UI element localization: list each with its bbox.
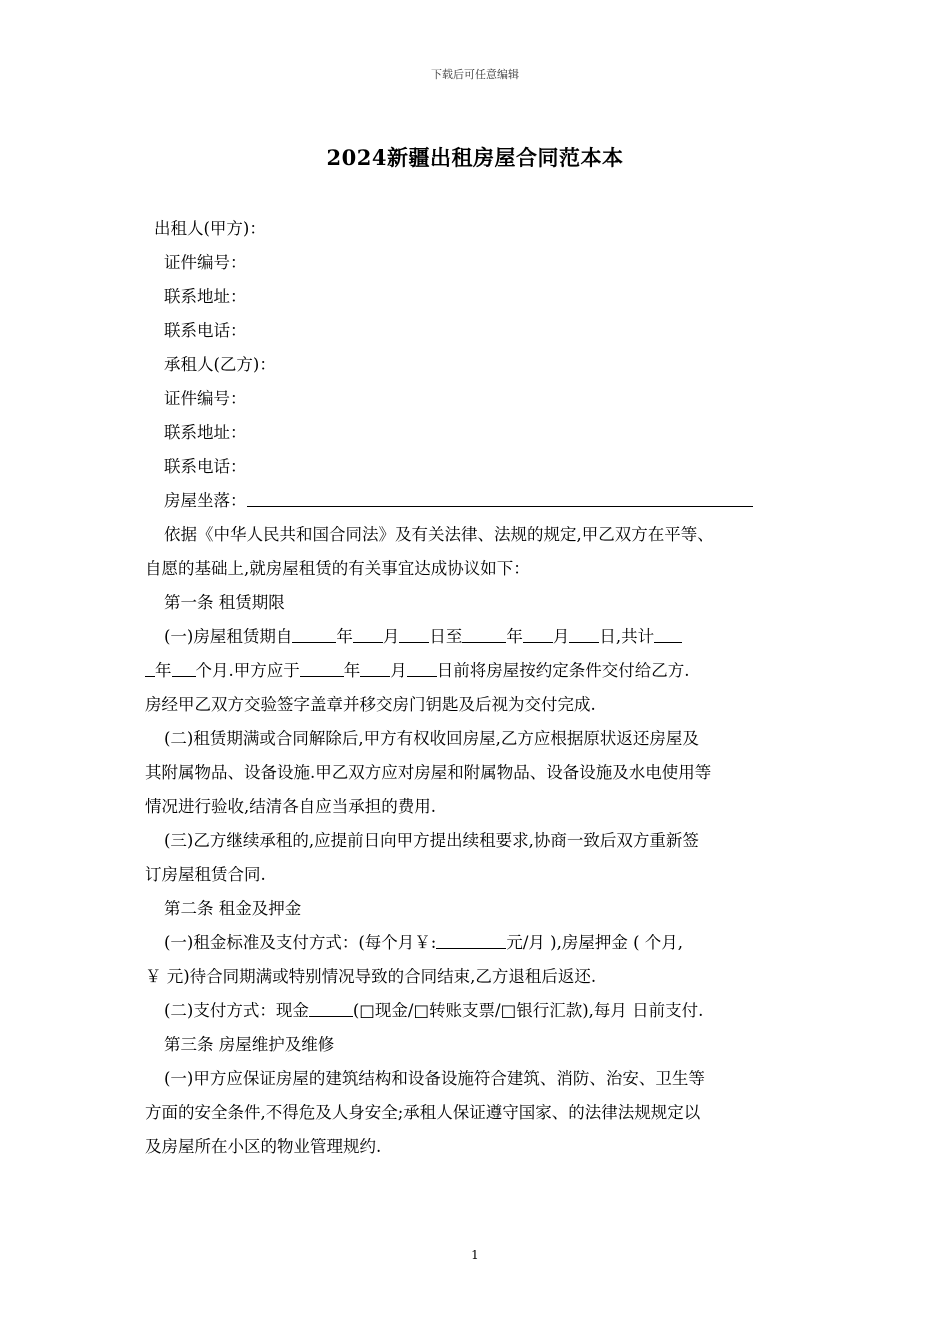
lessee-heading: 承租人(乙方)： [164, 355, 276, 374]
article-1-clause-1-line-1: (一)房屋租赁期自 年 月 日至 年 月 日,共计 [145, 620, 815, 654]
article-1-clause-3-line-1: (三)乙方继续承租的,应提前日向甲方提出续租要求,协商一致后双方重新签 [164, 831, 699, 850]
house-location-line [145, 484, 815, 518]
article-1-heading: 第一条 租赁期限 [164, 593, 285, 612]
article-3-heading: 第三条 房屋维护及维修 [164, 1035, 335, 1054]
article-1-clause-1-line-2: 年 个月.甲方应于 年 月 日前将房屋按约定条件交付给乙方. [145, 654, 815, 688]
article-2-clause-2-line: (二)支付方式：现金 (□现金/□转账支票/□银行汇款),每月 日前支付. [164, 1001, 704, 1020]
preamble-line-2: 自愿的基础上,就房屋租赁的有关事宜达成协议如下： [145, 559, 530, 578]
lessor-address-label: 联系地址： [164, 287, 247, 306]
article-1-clause-2-line-3: 情况进行验收,结清各自应当承担的费用. [145, 797, 436, 816]
article-2-clause-1-line-1: (一)租金标准及支付方式：(每个月￥: 元/月 ),房屋押金 ( 个月, [164, 933, 684, 952]
lessee-id-label: 证件编号： [164, 389, 247, 408]
article-1-clause-3-line-2: 订房屋租赁合同. [145, 865, 266, 884]
lessor-phone-label: 联系电话： [164, 321, 247, 340]
house-location-label: 房屋坐落： [164, 491, 247, 510]
page-number: 1 [471, 1248, 479, 1262]
lessor-heading: 出租人(甲方)： [154, 219, 266, 238]
article-1-clause-1-line-3: 房经甲乙双方交验签字盖章并移交房门钥匙及后视为交付完成. [145, 695, 596, 714]
article-3-clause-1-line-1: (一)甲方应保证房屋的建筑结构和设备设施符合建筑、消防、治安、卫生等 [164, 1069, 705, 1088]
article-3-clause-1-line-3: 及房屋所在小区的物业管理规约. [145, 1137, 382, 1156]
article-3-clause-1-line-2: 方面的安全条件,不得危及人身安全;承租人保证遵守国家、的法律法规规定以 [145, 1103, 701, 1122]
lessee-address-label: 联系地址： [164, 423, 247, 442]
document-title: 2024新疆出租房屋合同范本本 [326, 145, 624, 170]
lessor-id-label: 证件编号： [164, 253, 247, 272]
lessee-phone-label: 联系电话： [164, 457, 247, 476]
contract-body [145, 212, 815, 1164]
article-1-clause-2-line-1: (二)租赁期满或合同解除后,甲方有权收回房屋,乙方应根据原状返还房屋及 [164, 729, 699, 748]
house-location-blank [247, 489, 753, 507]
article-2-heading: 第二条 租金及押金 [164, 899, 302, 918]
article-1-clause-2-line-2: 其附属物品、设备设施.甲乙双方应对房屋和附属物品、设备设施及水电使用等 [145, 763, 712, 782]
article-2-clause-1-line-2: ￥ 元)待合同期满或特别情况导致的合同结束,乙方退租后返还. [145, 967, 597, 986]
header-note: 下载后可任意编辑 [431, 68, 519, 81]
preamble-line-1: 依据《中华人民共和国合同法》及有关法律、法规的规定,甲乙双方在平等、 [164, 525, 714, 544]
